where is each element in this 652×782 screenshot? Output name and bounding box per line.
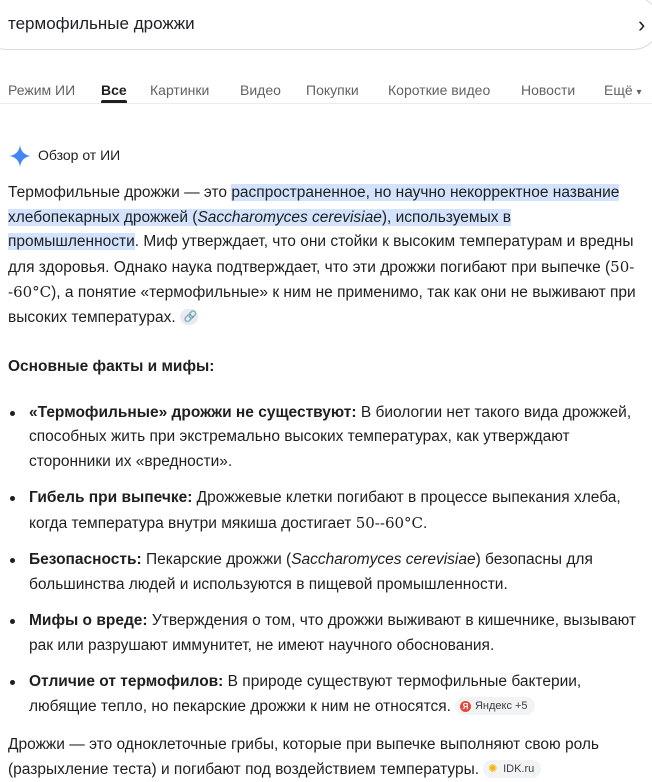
yandex-icon: Я <box>460 701 471 712</box>
intro-highlight-end: ), используемых в промышленности <box>8 208 512 250</box>
fact-text: Пекарские дрожжи ( <box>141 551 292 568</box>
fact-title: Безопасность: <box>29 551 142 568</box>
fact-text: Дрожжевые клетки погибают в процессе выпекания хлеба, когда температура внутри мякиша достигает <box>29 489 621 532</box>
intro-text-3: ), а понятие «термофильные» к ним не применимо, так как они не выживают при высоких температурах. <box>8 284 636 326</box>
ai-sparkle-icon <box>8 144 32 168</box>
fact-temperature: 50--60°C <box>355 513 424 532</box>
intro-text-1: Термофильные дрожжи — это <box>8 184 232 201</box>
tab-short-videos[interactable]: Короткие видео <box>388 82 491 98</box>
list-item <box>8 486 638 536</box>
tab-more[interactable] <box>604 80 642 103</box>
fact-end: . <box>423 514 428 532</box>
intro-paragraph <box>8 181 638 330</box>
tab-shopping[interactable]: Покупки <box>306 82 359 98</box>
facts-list <box>8 401 638 720</box>
caret-down-icon: ▾ <box>636 87 642 98</box>
tab-images[interactable]: Картинки <box>150 82 210 98</box>
intro-temperature: 50--60°C <box>8 257 635 301</box>
search-tabs <box>0 80 652 104</box>
source-label: Яндекс +5 <box>474 700 528 713</box>
source-chip-yandex[interactable] <box>455 697 535 715</box>
fact-title: Мифы о вреде: <box>29 612 148 629</box>
source-chip-idk[interactable] <box>483 760 541 778</box>
tab-ai-mode[interactable]: Режим ИИ <box>8 82 76 98</box>
tab-more-label: Ещё <box>604 82 633 98</box>
intro-highlight-text: распространенное, но научно некорректное название хлебопекарных дрожжей ( <box>8 184 620 226</box>
fact-text: В биологии нет такого вида дрожжей, способных жить при экстремально высоких температурах, как утверждают сторонники их «вредности». <box>29 403 632 470</box>
final-text: Дрожжи — это одноклеточные грибы, которые при выпечке выполняют свою роль (разрыхление теста) и погибают под воздействием температуры. <box>8 736 599 778</box>
fact-end: ) безопасны для большинства людей и используются в пищевой промышленности. <box>29 551 593 593</box>
fact-species: Saccharomyces cerevisiae <box>291 551 476 568</box>
fact-title: «Термофильные» дрожжи не существуют: <box>29 403 357 421</box>
intro-text-2: . Миф утверждает, что они стойки к высоким температурам и вредны для здоровья. Однако наука подтверждает, что эти дрожжи погибают при выпечке ( <box>8 233 634 276</box>
fact-text: В природе существуют термофильные бактерии, любящие тепло, но пекарские дрожжи к ним не относятся. <box>29 673 582 715</box>
idk-icon: ✺ <box>488 763 498 775</box>
ai-overview-content <box>8 181 638 782</box>
list-item <box>8 609 638 658</box>
tabs-divider <box>0 103 652 104</box>
fact-title: Отличие от термофилов: <box>29 673 224 690</box>
tab-news[interactable]: Новости <box>521 82 576 98</box>
source-label: IDK.ru <box>503 763 535 776</box>
tab-videos[interactable]: Видео <box>240 82 281 98</box>
ai-overview-title: Обзор от ИИ <box>38 147 121 163</box>
list-item <box>8 670 638 719</box>
link-icon[interactable]: 🔗 <box>180 309 198 325</box>
facts-heading: Основные факты и мифы: <box>8 358 215 375</box>
tab-all[interactable]: Все <box>101 82 127 98</box>
fact-title: Гибель при выпечке: <box>29 489 193 506</box>
chevron-right-icon[interactable]: › <box>638 12 646 37</box>
list-item <box>8 548 638 597</box>
search-input[interactable]: термофильные дрожжи <box>8 14 195 33</box>
intro-species: Saccharomyces cerevisiae <box>197 208 382 226</box>
fact-text: Утверждения о том, что дрожжи выживают в кишечнике, вызывают рак или разрушают иммунитет, не имеют научного обоснования. <box>29 612 637 654</box>
list-item <box>8 401 638 475</box>
